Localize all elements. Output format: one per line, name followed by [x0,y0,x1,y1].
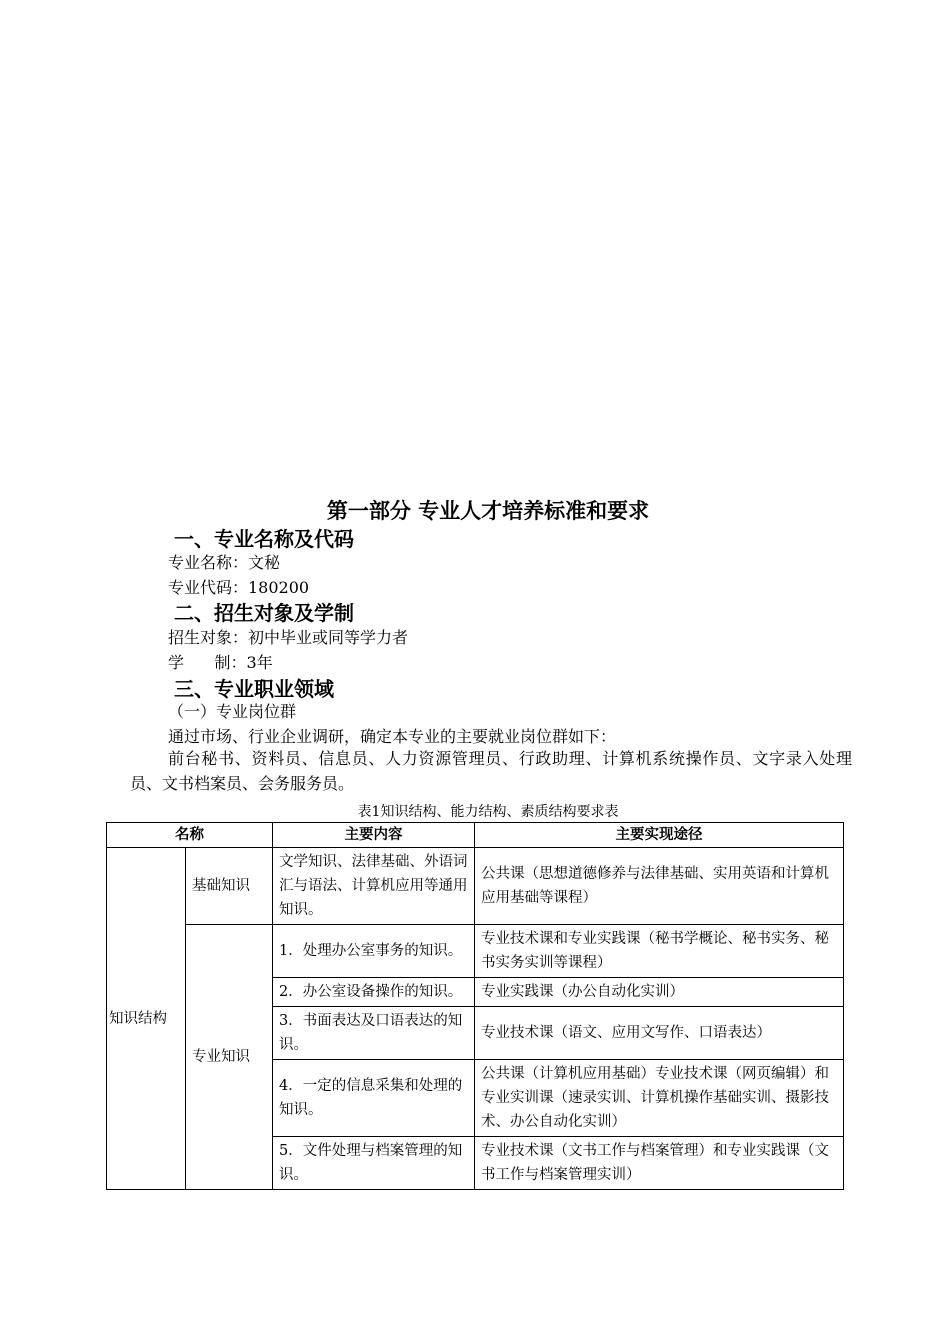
content-cell: 1．处理办公室事务的知识。 [273,925,475,978]
section-2-heading: 二、招生对象及学制 [174,601,354,625]
table-header-row [107,823,844,848]
table-row [107,925,844,978]
category-cell: 知识结构 [107,848,186,1190]
section-1-heading: 一、专业名称及代码 [174,527,354,551]
part-title: 第一部分 专业人才培养标准和要求 [326,499,650,523]
header-content: 主要内容 [273,823,475,848]
path-cell: 专业技术课（文书工作与档案管理）和专业实践课（文书工作与档案管理实训） [475,1137,844,1190]
basic-knowledge-label: 基础知识 [186,848,273,925]
content-cell: 2．办公室设备操作的知识。 [273,978,475,1007]
path-cell: 专业实践课（办公自动化实训） [475,978,844,1007]
table-row [107,848,844,925]
professional-knowledge-label: 专业知识 [186,925,273,1190]
content-cell: 4．一定的信息采集和处理的知识。 [273,1060,475,1137]
content-cell: 文学知识、法律基础、外语词汇与语法、计算机应用等通用知识。 [273,848,475,925]
path-cell: 专业技术课和专业实践课（秘书学概论、秘书实务、秘书实务实训等课程） [475,925,844,978]
content-cell: 5．文件处理与档案管理的知识。 [273,1137,475,1190]
content-cell: 3．书面表达及口语表达的知识。 [273,1007,475,1060]
table-caption: 表1知识结构、能力结构、素质结构要求表 [357,804,619,820]
requirements-table [106,822,844,1190]
path-cell: 公共课（计算机应用基础）专业技术课（网页编辑）和专业实训课（速录实训、计算机操作基础实训、摄影技术、办公自动化实训） [475,1060,844,1137]
job-list-paragraph: 前台秘书、资料员、信息员、人力资源管理员、行政助理、计算机系统操作员、文字录入处理员、文书档案员、会务服务员。 [130,749,852,793]
header-path: 主要实现途径 [475,823,844,848]
major-code: 专业代码：180200 [168,578,310,597]
study-duration: 学 制：3年 [168,653,273,672]
header-name: 名称 [107,823,273,848]
enrollment-target: 招生对象：初中毕业或同等学力者 [168,628,409,647]
path-cell: 专业技术课（语文、应用文写作、口语表达） [475,1007,844,1060]
job-group-intro: 通过市场、行业企业调研，确定本专业的主要就业岗位群如下： [168,727,617,746]
major-name: 专业名称：文秘 [168,553,281,572]
path-cell: 公共课（思想道德修养与法律基础、实用英语和计算机应用基础等课程） [475,848,844,925]
section-3-heading: 三、专业职业领域 [174,677,334,701]
section-3-subheading: （一）专业岗位群 [168,702,297,721]
